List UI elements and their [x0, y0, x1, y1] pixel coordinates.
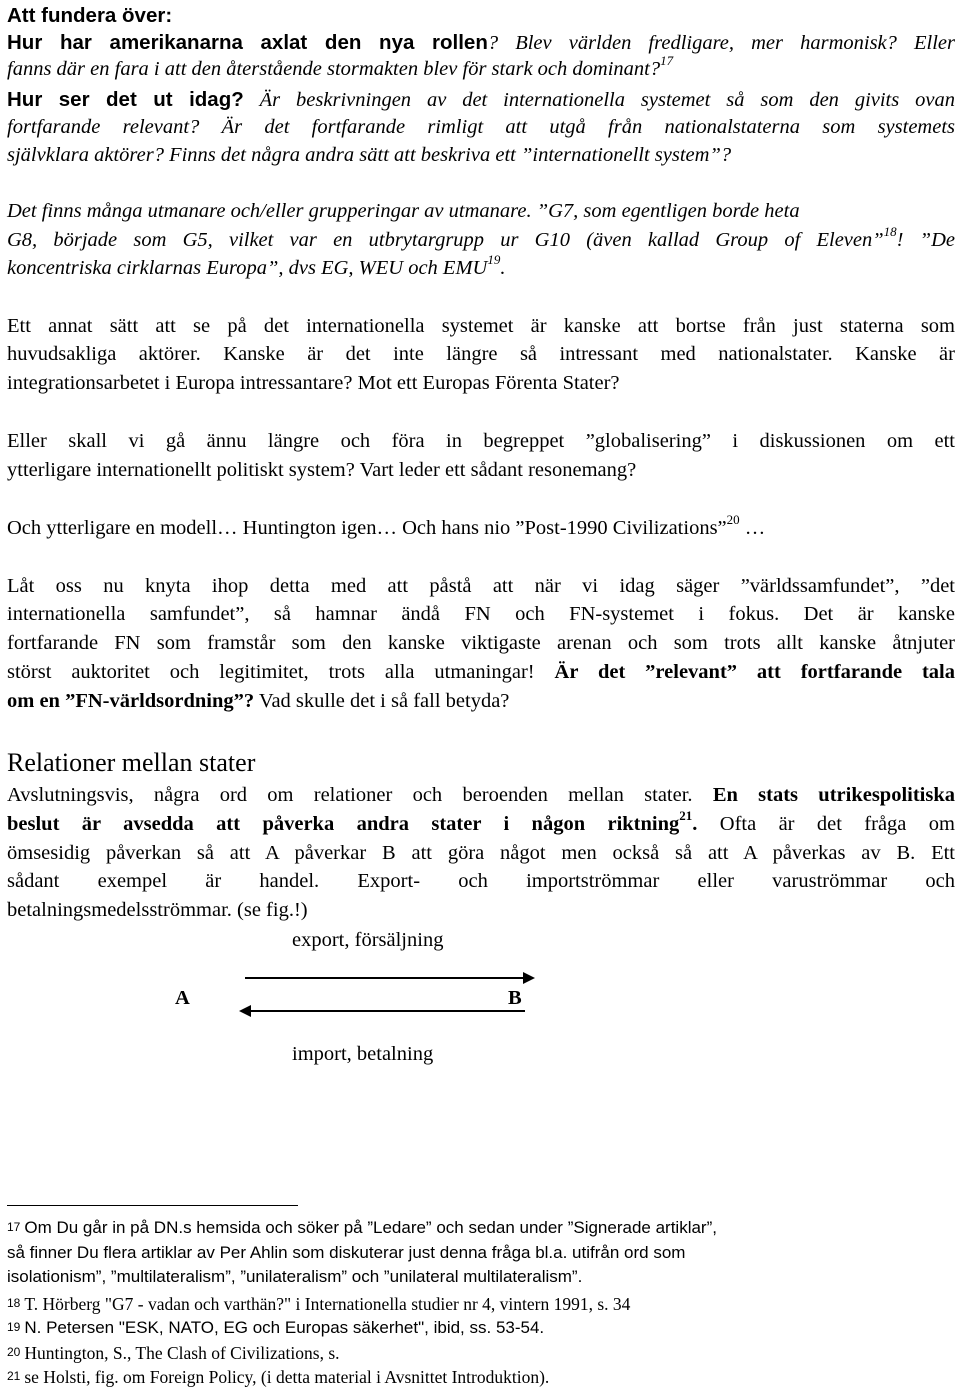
footnote-separator [7, 1205, 298, 1206]
footnote-number: 21 [7, 1369, 21, 1383]
figure-arrows [235, 968, 545, 1020]
figure-node-b: B [508, 987, 522, 1009]
paragraph-line [7, 224, 955, 252]
footnote-17-cont: isolationism”, ”multilateralism”, ”unilateralism” och ”unilateral multilateralism”. [7, 1267, 583, 1286]
arrow-right-head-icon [523, 972, 535, 984]
question-bold: Hur har amerikanarna axlat den nya rollen [7, 31, 488, 54]
figure-label-import: import, betalning [292, 1043, 434, 1065]
paragraph-line: Eller skall vi gå ännu längre och föra in begreppet ”globalisering” i diskussionen om ett [7, 430, 955, 452]
paragraph-bold: . [692, 813, 698, 835]
paragraph-line: fortfarande FN som framstår som den kanske viktigaste arenan och som trots allt kanske åtnjuter [7, 632, 955, 654]
footnote-21 [7, 1367, 549, 1388]
paragraph-line: ytterligare internationellt politiskt system? Vart leder ett sådant resonemang? [7, 459, 637, 481]
paragraph-line: Det finns många utmanare och/eller grupperingar av utmanare. ”G7, som egentligen borde heta [7, 200, 800, 222]
footnote-ref[interactable]: 19 [487, 252, 501, 268]
paragraph-text: G8, började som G5, vilket var en utbrytargrupp ur G10 (även kallad Group of Eleven” [7, 229, 884, 251]
paragraph-text: koncentriska cirklarnas Europa”, dvs EG, WEU och EMU [7, 257, 488, 279]
paragraph-line: ömsesidig påverkan så att A påverkar B att göra något men också så att A påverkas av B. Ett [7, 842, 955, 864]
question-text: ? Blev världen fredligare, mer harmonisk? Eller [487, 32, 955, 54]
section-heading-relationer: Relationer mellan stater [7, 748, 256, 777]
paragraph-line: betalningsmedelsströmmar. (se fig.!) [7, 899, 308, 921]
footnote-number: 19 [7, 1320, 21, 1334]
figure-node-a: A [175, 987, 190, 1009]
paragraph-line [7, 661, 955, 684]
question-line [7, 31, 955, 55]
footnote-number: 18 [7, 1296, 21, 1310]
paragraph-bold: En stats utrikespolitiska [692, 784, 955, 806]
paragraph-line [7, 690, 509, 713]
footnote-number: 20 [7, 1345, 21, 1359]
footnote-17 [7, 1218, 717, 1238]
footnote-ref[interactable]: 20 [726, 512, 740, 528]
paragraph-line [7, 252, 506, 280]
figure-label-export: export, försäljning [292, 929, 444, 951]
paragraph-bold: Är det ”relevant” att fortfarande tala [534, 661, 955, 683]
footnote-17-cont: så finner Du flera artiklar av Per Ahlin som diskuterar just denna fråga bl.a. utifrån ord som [7, 1243, 686, 1262]
paragraph-line: integrationsarbetet i Europa intressantare? Mot ett Europas Förenta Stater? [7, 372, 620, 394]
paragraph-text: Ofta är det fråga om [697, 813, 955, 835]
footnote-text: N. Petersen "ESK, NATO, EG och Europas säkerhet", ibid, ss. 53-54. [24, 1318, 545, 1337]
paragraph-line: Ett annat sätt att se på det internationella systemet är kanske att bortse från just staterna som [7, 315, 955, 337]
footnote-text: se Holsti, fig. om Foreign Policy, (i detta material i Avsnittet Introduktion). [24, 1367, 550, 1387]
paragraph-line: Låt oss nu knyta ihop detta med att påstå att när vi idag säger ”världssamfundet”, ”det [7, 575, 955, 597]
paragraph-line: sådant exempel är handel. Export- och importströmmar eller varuströmmar och [7, 870, 955, 892]
paragraph-line [7, 808, 955, 836]
paragraph-text: Avslutningsvis, några ord om relationer och beroenden mellan stater. [7, 784, 693, 806]
footnote-ref[interactable]: 18 [883, 224, 897, 240]
footnote-ref[interactable]: 17 [660, 53, 674, 69]
paragraph-text: störst auktoritet och legitimitet, trots alla utmaningar! [7, 661, 535, 683]
arrow-left-head-icon [239, 1005, 251, 1017]
paragraph-bold: beslut är avsedda att påverka andra stater i någon riktning [7, 813, 680, 835]
paragraph-line: internationella samfundet”, så hamnar ändå FN och FN-systemet i fokus. Det är kanske [7, 603, 955, 625]
question-bold: Hur ser det ut idag? [7, 88, 244, 111]
footnote-text: Om Du går in på DN.s hemsida och söker på ”Ledare” och sedan under ”Signerade artiklar”, [24, 1218, 717, 1237]
paragraph-text: . [500, 257, 506, 279]
footnote-text: T. Hörberg "G7 - vadan och varthän?" i Internationella studier nr 4, vintern 1991, s. 34 [24, 1294, 631, 1314]
footnote-20 [7, 1343, 340, 1364]
paragraph-bold: om en ”FN-världsordning”? [7, 690, 255, 712]
question-line [7, 88, 955, 112]
paragraph-text: ! ”De [896, 229, 955, 251]
question-line: självklara aktörer? Finns det några andra sätt att beskriva ett ”internationellt system”? [7, 144, 732, 166]
question-text: Är beskrivningen av det internationella systemet så som den givits ovan [243, 89, 955, 111]
footnote-ref[interactable]: 21 [679, 808, 693, 824]
question-text: fanns där en fara i att den återstående stormakten blev för stark och dominant? [7, 58, 661, 80]
question-line: fortfarande relevant? Är det fortfarande rimligt att utgå från nationalstaterna som systemets [7, 116, 955, 138]
paragraph-text: … [739, 517, 766, 539]
footnote-number: 17 [7, 1220, 21, 1234]
footnote-19 [7, 1318, 544, 1338]
paragraph-line [7, 512, 766, 540]
paragraph-text: Vad skulle det i så fall betyda? [254, 690, 510, 712]
paragraph-text: Och ytterligare en modell… Huntington igen… Och hans nio ”Post-1990 Civilizations” [7, 517, 727, 539]
paragraph-line [7, 784, 955, 807]
paragraph-line: huvudsakliga aktörer. Kanske är det inte längre så intressant med nationalstater. Kanske är [7, 343, 955, 365]
footnote-text: Huntington, S., The Clash of Civilizations, s. [24, 1343, 340, 1363]
footnote-18 [7, 1294, 630, 1315]
question-line [7, 53, 674, 81]
section-heading-att-fundera: Att fundera över: [7, 4, 173, 27]
